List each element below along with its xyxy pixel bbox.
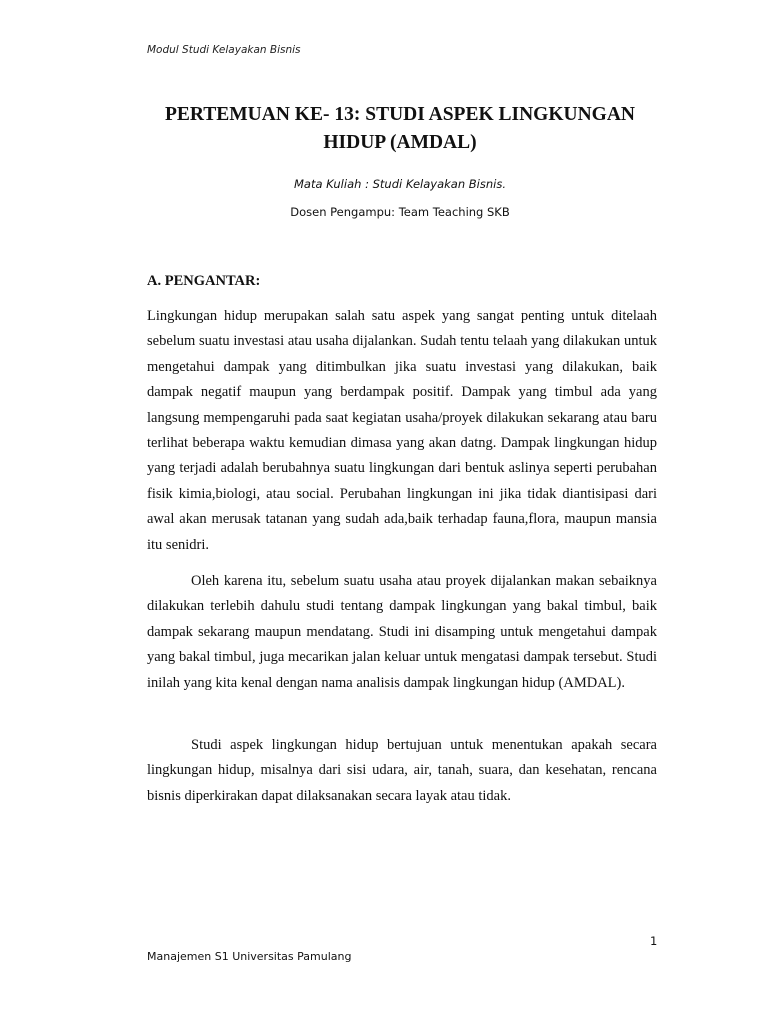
paragraph-2: Oleh karena itu, sebelum suatu usaha atau proyek dijalankan makan sebaiknya dilakukan terlebih dahulu studi tentang dampak lingkungan yang bakal timbul, baik dampak sekarang maupun mendatang. Studi ini disamping untuk mengetahui dampak yang bakal timbul, juga mecarikan jalan keluar untuk mengatasi dampak tersebut. Studi inilah yang kita kenal dengan nama analisis dampak lingkungan hidup (AMDAL).: [147, 573, 657, 691]
lecturer-line: Dosen Pengampu: Team Teaching SKB: [290, 205, 510, 219]
running-header: Modul Studi Kelayakan Bisnis: [147, 44, 301, 56]
paragraph-3: Studi aspek lingkungan hidup bertujuan untuk menentukan apakah secara lingkungan hidup, misalnya dari sisi udara, air, tanah, suara, dan kesehatan, rencana bisnis diperkirakan dapat dilaksanakan secara layak atau tidak.: [147, 737, 657, 804]
title-line-1: PERTEMUAN KE- 13: STUDI ASPEK LINGKUNGAN: [164, 104, 636, 125]
footer-institution: Manajemen S1 Universitas Pamulang: [147, 950, 352, 963]
section-heading: A. PENGANTAR:: [147, 273, 261, 289]
title-line-2: HIDUP (AMDAL): [323, 132, 477, 153]
page-title: [140, 101, 660, 157]
page-number: 1: [650, 934, 658, 948]
paragraph-1: Lingkungan hidup merupakan salah satu aspek yang sangat penting untuk ditelaah sebelum suatu investasi atau usaha dijalankan. Sudah tentu telaah yang dilakukan untuk mengetahui dampak yang ditimbulkan jika suatu investasi yang dilakukan, baik dampak negatif maupun yang berdampak positif. Dampak yang timbul ada yang langsung mempengaruhi pada saat kegiatan usaha/proyek dilakukan sekarang atau baru terlihat beberapa waktu kemudian dimasa yang akan datng. Dampak lingkungan hidup yang terjadi adalah berubahnya suatu lingkungan dari bentuk aslinya seperti perubahan fisik kimia,biologi, atau social. Perubahan lingkungan ini jika tidak diantisipasi dari awal akan merusak tatanan yang sudah ada,baik terhadap fauna,flora, maupun mansia itu senidri.: [147, 308, 657, 553]
course-subtitle: Mata Kuliah : Studi Kelayakan Bisnis.: [293, 177, 507, 191]
